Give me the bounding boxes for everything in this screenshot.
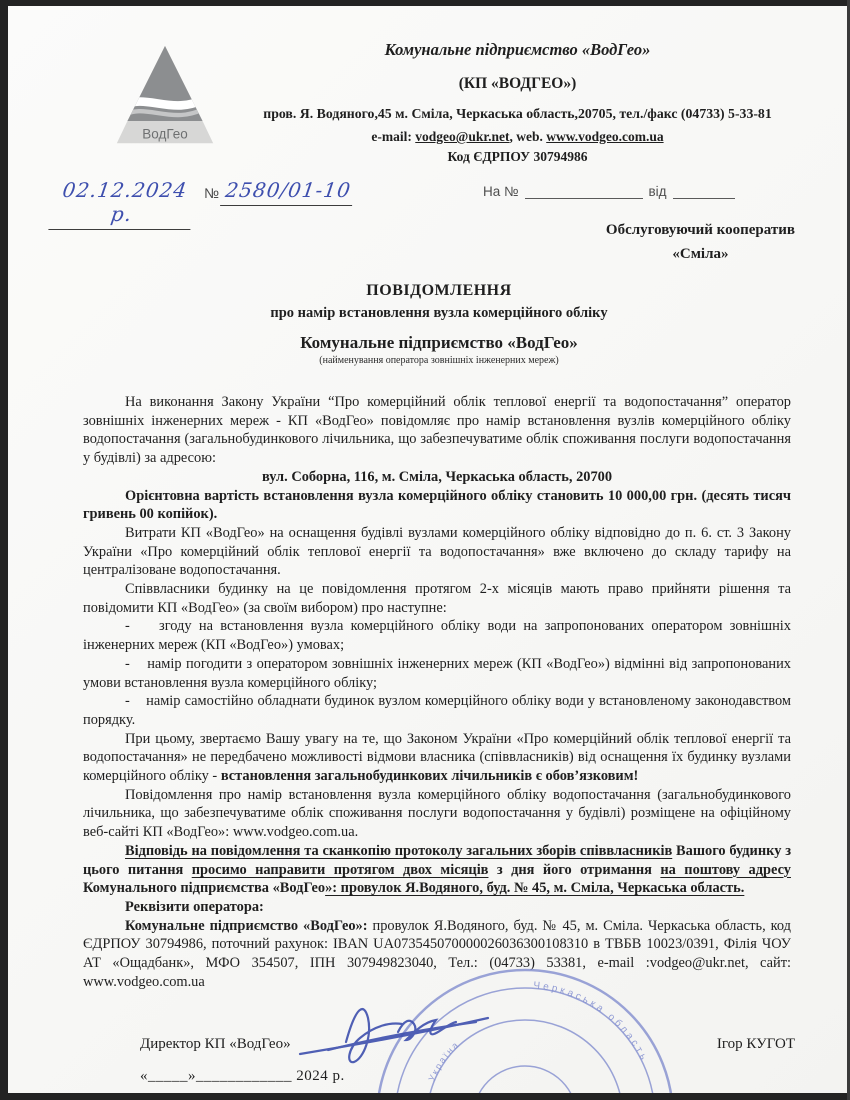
requisites-org: Комунальне підприємство «ВодГео»: <box>125 917 368 934</box>
vid-label: від <box>648 184 667 199</box>
document-title: ПОВІДОМЛЕННЯ <box>366 282 512 299</box>
paragraph-reply-request: Відповідь на повідомлення та сканкопію протоколу загальних зборів співвласників Вашого будинку з цього питання просимо направити протягом двох місяців з дня його отримання на поштову адресу Комунального підприємства «ВодГео»: провулок Я.Водяного, буд. № 45, м. Сміла, Черкаська область. <box>83 842 791 897</box>
scan-edge-top <box>0 0 850 6</box>
signing-date-line: «_____»____________ 2024 р. <box>140 1068 345 1084</box>
website-link[interactable]: www.vodgeo.com.ua <box>546 129 664 144</box>
paragraph-website: Повідомлення про намір встановлення вузла комерційного обліку водопостачання (загальнобудинкового лічильника, що забезпечуватиме облік споживання послуги водопостачання у будівлі) розміщене на офіційному веб-сайті КП «ВодГео»: www.vodgeo.com.ua. <box>83 786 791 841</box>
letter-body <box>83 393 791 992</box>
document-subtitle: про намір встановлення вузла комерційного обліку <box>270 305 608 321</box>
operator-name: Комунальне підприємство «ВодГео» <box>300 333 578 352</box>
blank-line <box>525 185 643 199</box>
blank-line <box>673 185 735 199</box>
bullet-self-install: - намір самостійно обладнати будинок вузлом комерційного обліку води у встановленому законодавством порядку. <box>83 693 791 728</box>
org-contacts <box>215 129 820 145</box>
handwritten-doc-number: 2580/01-10 <box>220 178 356 206</box>
bullet-negotiate: - намір погодити з оператором зовнішніх інженерних мереж (КП «ВодГео») відмінні від запропонованих умови встановлення вузла комерційного обліку; <box>83 655 791 691</box>
mandatory-bold: встановлення загальнобудинкових лічильників є обов’язковим! <box>220 768 639 785</box>
recipient-line1: Обслуговуючий кооператив <box>605 222 795 238</box>
director-label: Директор КП «ВодГео» <box>140 1036 291 1052</box>
stamp-arc-text: Черкаська область <box>532 980 650 1065</box>
bullet-consent: - згоду на встановлення вузла комерційного обліку води на запропонованих оператором зовнішніх інженерних мереж (КП «ВодГео») умовах; <box>83 618 791 654</box>
paragraph-intro: На виконання Закону України “Про комерційний облік теплової енергії та водопостачання” оператор зовнішніх інженерних мереж - КП «ВодГео» повідомляє про намір встановлення вузлів комерційного обліку водопостачання (загальнобудинкового лічильника, що забезпечуватиме облік споживання послуги водопостачання у будівлі) за адресою: <box>83 394 791 467</box>
scan-edge-bottom <box>0 1093 850 1100</box>
reference-row <box>0 178 850 226</box>
paragraph-cost: Орієнтовна вартість встановлення вузла комерційного обліку становить 10 000,00 грн. (десять тисяч гривень 00 копійок). <box>83 487 791 523</box>
email-link[interactable]: vodgeo@ukr.net <box>415 129 510 144</box>
handwritten-date: 02.12.2024 р. <box>48 178 197 230</box>
paragraph-options-intro: Співвласники будинку на це повідомлення протягом 2-х місяців мають право прийняти рішення та повідомити КП «ВодГео» (за своїм вибором) про наступне: <box>83 581 791 616</box>
svg-text:Черкаська область <box>533 980 650 1064</box>
vodgeo-logo-icon <box>112 42 218 150</box>
paragraph-tariff: Витрати КП «ВодГео» на оснащення будівлі вузлами комерційного обліку відповідно до п. 6. ст. 3 Закону України «Про комерційний облік теплової енергії та водопостачання» вже включено до складу тарифу на централізоване водопостачання. <box>83 524 791 579</box>
paragraph-mandatory <box>83 730 791 786</box>
operator-note: (найменування оператора зовнішніх інженерних мереж) <box>319 355 559 366</box>
na-no-label: На № <box>483 184 519 199</box>
org-name-full: Комунальне підприємство «ВодГео» <box>384 40 651 59</box>
web-label: , web. <box>509 129 547 144</box>
org-name-short: (КП «ВОДГЕО») <box>458 75 577 92</box>
recipient-block <box>606 218 795 266</box>
building-address: вул. Соборна, 116, м. Сміла, Черкаська область, 20700 <box>261 468 613 485</box>
director-signature <box>298 992 508 1082</box>
reply-reference <box>483 184 735 199</box>
stamp-arc-text-2: Україна <box>426 1038 462 1083</box>
requisites-heading: Реквізити оператора: <box>125 898 264 915</box>
scan-edge-left <box>0 0 8 1100</box>
org-address: пров. Я. Водяного,45 м. Сміла, Черкаська область,20705, тел./факс (04733) 5-33-81 <box>263 106 772 121</box>
mandatory-normal: При цьому, звертаємо Вашу увагу на те, що Законом України «Про комерційний облік теплової енергії та водопостачання» не передбачено можливості відмови власника (співвласників) від оснащення їх будинку вузлами комерційного обліку - <box>83 730 791 785</box>
logo-text: ВодГео <box>142 126 188 142</box>
director-name: Ігор КУГОТ <box>716 1036 795 1052</box>
org-edrpou-code: Код ЄДРПОУ 30794986 <box>447 149 588 164</box>
title-block <box>83 282 795 366</box>
number-label: № <box>204 185 220 201</box>
recipient-line2: «Сміла» <box>672 246 729 262</box>
requisites-details: провулок Я.Водяного, буд. № 45, м. Сміла. Черкаська область, код ЄДРПОУ 30794986, поточний рахунок: IBAN UA073545070000026036300108310 в ТВБВ 10023/0391, Філія ЧОУ АТ «Ощадбанк», МФО 354507, ІПН 307949823040, Тел.: (04733) 53381, e-mail :vodgeo@ukr.net, сайт: www.vodgeo.com.ua <box>83 917 791 990</box>
email-label: e-mail: <box>371 129 416 144</box>
